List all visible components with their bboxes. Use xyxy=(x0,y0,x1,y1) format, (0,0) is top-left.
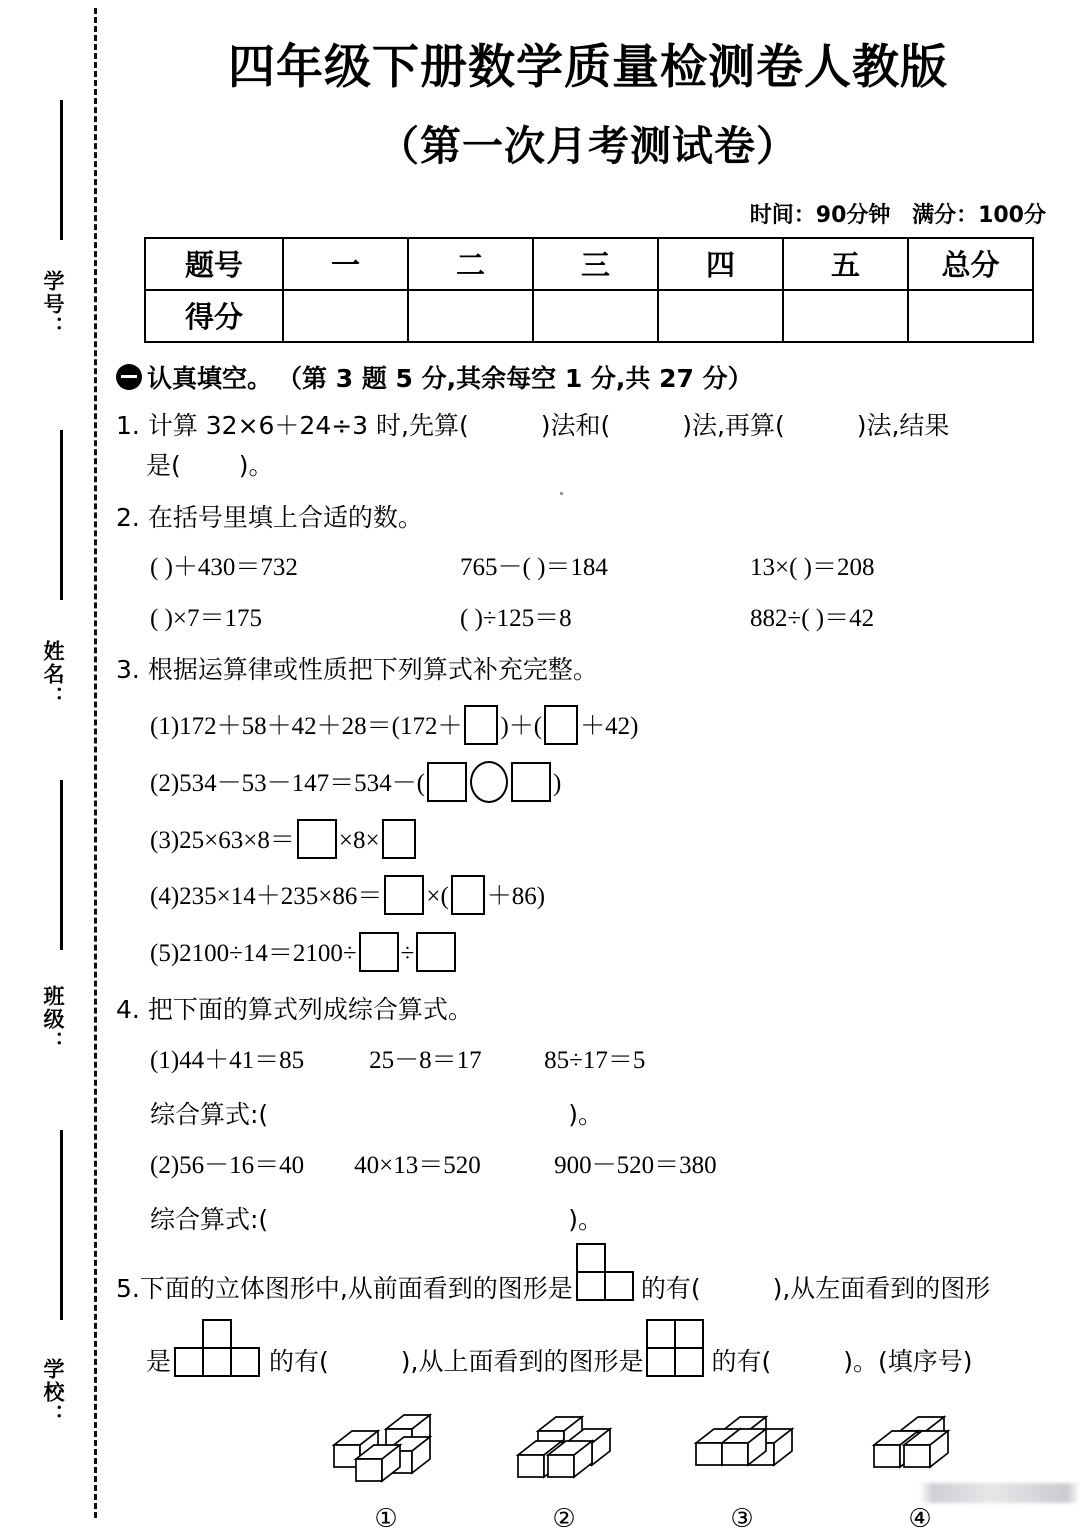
question-4-answer-tail-1: )。 xyxy=(568,1100,603,1130)
question-4-answer-1 xyxy=(150,1095,1060,1136)
score-header-2: 二 xyxy=(408,238,533,290)
solid-figure-1-label: ① xyxy=(374,1503,398,1534)
question-4-eq-5: 40×13＝520 xyxy=(354,1151,481,1179)
score-header-1: 一 xyxy=(283,238,408,290)
rail-tick-4 xyxy=(60,1130,63,1320)
cube-figure-2-icon xyxy=(504,1411,624,1497)
score-header-total: 总分 xyxy=(908,238,1033,290)
left-margin-rail xyxy=(0,0,94,1525)
question-2-eq-1[interactable]: ( )＋430＝732 xyxy=(150,554,298,582)
question-5-text-1: 下面的立体图形中,从前面看到的图形是 xyxy=(139,1273,573,1303)
exam-page xyxy=(116,0,1060,1534)
answer-circle[interactable] xyxy=(470,761,508,803)
question-4-title: 把下面的算式列成综合算式。 xyxy=(147,995,473,1025)
question-3-item-5-mid: ÷ xyxy=(400,939,415,967)
question-4-eq-4: 56－16＝40 xyxy=(179,1151,305,1179)
question-3-item-1-label: (1) xyxy=(150,712,180,740)
answer-box[interactable] xyxy=(297,819,337,859)
left-view-shape-icon xyxy=(174,1333,266,1393)
question-5-number: 5. xyxy=(116,1273,140,1303)
question-5-text-8: )。(填序号) xyxy=(843,1346,973,1376)
solid-figure-1[interactable] xyxy=(326,1411,446,1534)
exam-total-score: 满分：100分 xyxy=(912,202,1046,228)
question-4-answer-label-1: 综合算式:( xyxy=(150,1100,269,1130)
question-3-item-3-pre: 25×63×8＝ xyxy=(179,826,295,854)
solid-figure-2-label: ② xyxy=(552,1503,576,1534)
question-4-group-2-label: (2) xyxy=(150,1151,180,1179)
question-4-group-2 xyxy=(150,1146,1060,1187)
question-4-group-1-label: (1) xyxy=(150,1046,180,1074)
answer-box[interactable] xyxy=(382,819,416,859)
question-5-text-3: ),从左面看到的图形 xyxy=(772,1273,991,1303)
watermark-strip xyxy=(920,1483,1080,1503)
question-1-number: 1. xyxy=(116,410,140,440)
exam-time: 时间：90分钟 xyxy=(749,202,891,228)
question-3-item-2-pre: 534－53－147＝534－( xyxy=(179,770,425,798)
question-3-item-4-post: ＋86) xyxy=(486,883,546,911)
score-cell-4[interactable] xyxy=(658,290,783,342)
question-4-answer-label-2: 综合算式:( xyxy=(150,1205,269,1235)
question-4-group-1 xyxy=(150,1041,1060,1082)
section-1-title: 认真填空。 xyxy=(147,363,273,393)
question-1-text-b: )法和( xyxy=(540,410,611,440)
question-3-item-2-label: (2) xyxy=(150,770,180,798)
score-header-4: 四 xyxy=(658,238,783,290)
score-table xyxy=(144,237,1034,343)
stray-dot xyxy=(560,492,563,495)
sidebar-label-name: 姓名： xyxy=(41,640,65,709)
answer-box[interactable] xyxy=(359,932,399,972)
question-3-item-5-pre: 2100÷14＝2100÷ xyxy=(179,939,357,967)
answer-box[interactable] xyxy=(511,762,551,802)
question-4-eq-3: 85÷17＝5 xyxy=(544,1046,646,1074)
question-1-text-d: )法,结果 xyxy=(856,410,950,440)
question-3-item-1-post: ＋42) xyxy=(580,712,639,740)
question-3-title: 根据运算律或性质把下列算式补充完整。 xyxy=(147,655,598,685)
answer-box[interactable] xyxy=(384,875,424,915)
question-1-text-e: 是( xyxy=(146,451,181,481)
answer-box[interactable] xyxy=(451,875,485,915)
question-3-item-1-mid: )＋( xyxy=(500,712,543,740)
question-1-text-a: 计算 32×6＋24÷3 时,先算( xyxy=(147,410,469,440)
sidebar-label-school: 学校： xyxy=(41,1358,65,1427)
section-1-heading xyxy=(116,359,1060,395)
question-2-eq-3[interactable]: 13×( )＝208 xyxy=(750,554,875,582)
score-header-3: 三 xyxy=(533,238,658,290)
question-2-eq-2[interactable]: 765－( )＝184 xyxy=(460,554,608,582)
question-3-item-1-pre: 172＋58＋42＋28＝(172＋ xyxy=(179,712,463,740)
question-4 xyxy=(116,990,1060,1241)
question-4-number: 4. xyxy=(116,995,140,1025)
question-4-eq-6: 900－520＝380 xyxy=(554,1151,717,1179)
question-5-text-7: 的有( xyxy=(711,1346,772,1376)
table-row-score xyxy=(145,290,1033,342)
question-4-eq-2: 25－8＝17 xyxy=(369,1046,482,1074)
score-cell-5[interactable] xyxy=(783,290,908,342)
question-3-item-3-label: (3) xyxy=(150,826,180,854)
question-3-item-4 xyxy=(150,875,1060,918)
score-cell-total[interactable] xyxy=(908,290,1033,342)
score-cell-2[interactable] xyxy=(408,290,533,342)
rail-tick-2 xyxy=(60,430,63,600)
question-2-eq-6[interactable]: 882÷( )＝42 xyxy=(750,604,875,632)
answer-box[interactable] xyxy=(427,762,467,802)
page-title: 四年级下册数学质量检测卷人教版 xyxy=(228,40,948,95)
rail-tick-1 xyxy=(60,100,63,240)
question-2-number: 2. xyxy=(116,502,140,532)
score-cell-1[interactable] xyxy=(283,290,408,342)
question-5-text-2: 的有( xyxy=(640,1273,701,1303)
top-view-shape-icon xyxy=(646,1333,708,1393)
question-3-item-5-label: (5) xyxy=(150,939,180,967)
question-3-item-3 xyxy=(150,819,1060,862)
question-1-text-c: )法,再算( xyxy=(682,410,785,440)
score-cell-3[interactable] xyxy=(533,290,658,342)
question-3-item-4-mid: ×( xyxy=(426,883,449,911)
question-3 xyxy=(116,650,1060,974)
solid-figures-group xyxy=(116,1411,1060,1534)
solid-figure-2[interactable] xyxy=(504,1411,624,1534)
page-subtitle: （第一次月考测试卷） xyxy=(378,121,798,170)
section-1-points: （第 3 题 5 分,其余每空 1 分,共 27 分） xyxy=(277,363,753,393)
question-5-text-6: ),从上面看到的图形是 xyxy=(400,1346,644,1376)
cube-figure-3-icon xyxy=(682,1411,802,1497)
answer-box[interactable] xyxy=(464,705,498,745)
rail-tick-3 xyxy=(60,780,63,950)
front-view-shape-icon xyxy=(576,1259,638,1321)
question-4-answer-2 xyxy=(150,1200,1060,1241)
question-3-item-2 xyxy=(150,761,1060,805)
question-3-item-1 xyxy=(150,705,1060,748)
question-3-number: 3. xyxy=(116,655,140,685)
question-4-answer-tail-2: )。 xyxy=(568,1205,603,1235)
cube-figure-1-icon xyxy=(326,1411,446,1497)
exam-meta xyxy=(116,198,1060,229)
question-3-item-4-pre: 235×14＋235×86＝ xyxy=(179,883,383,911)
question-1 xyxy=(116,406,1060,487)
solid-figure-4-label: ④ xyxy=(908,1503,932,1534)
question-3-item-2-post: ) xyxy=(552,770,562,798)
question-2-row-2 xyxy=(150,599,1060,640)
question-2 xyxy=(116,498,1060,640)
question-2-eq-4[interactable]: ( )×7＝175 xyxy=(150,604,262,632)
section-number-icon xyxy=(116,364,142,390)
question-3-item-5 xyxy=(150,932,1060,975)
score-header-label: 题号 xyxy=(145,238,283,290)
question-5-text-5: 的有( xyxy=(269,1346,329,1376)
question-3-item-4-label: (4) xyxy=(150,883,180,911)
question-2-eq-5[interactable]: ( )÷125＝8 xyxy=(460,604,572,632)
table-row-header xyxy=(145,238,1033,290)
score-header-5: 五 xyxy=(783,238,908,290)
solid-figure-4[interactable] xyxy=(860,1411,980,1534)
answer-box[interactable] xyxy=(416,932,456,972)
question-5 xyxy=(116,1259,1060,1393)
question-2-title: 在括号里填上合适的数。 xyxy=(147,502,423,532)
question-3-item-3-mid: ×8× xyxy=(338,826,380,854)
sidebar-label-student-id: 学号： xyxy=(41,270,65,339)
score-row-label: 得分 xyxy=(145,290,283,342)
solid-figure-3-label: ③ xyxy=(730,1503,754,1534)
question-2-row-1 xyxy=(150,548,1060,589)
question-5-text-4: 是 xyxy=(146,1346,172,1376)
question-1-text-f: )。 xyxy=(238,451,274,481)
question-4-eq-1: 44＋41＝85 xyxy=(179,1046,305,1074)
sidebar-label-class: 班级： xyxy=(41,985,65,1054)
answer-box[interactable] xyxy=(544,705,578,745)
cut-dashed-line xyxy=(94,8,97,1518)
solid-figure-3[interactable] xyxy=(682,1411,802,1534)
